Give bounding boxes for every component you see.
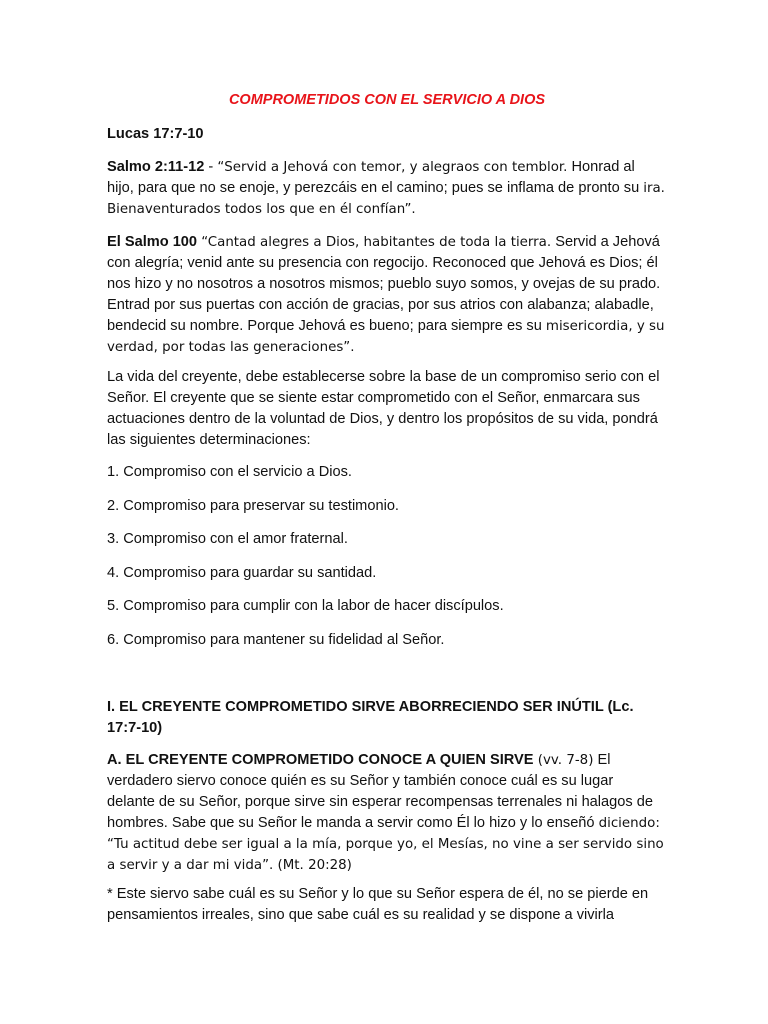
section-a-heading: A. EL CREYENTE COMPROMETIDO CONOCE A QUIEN SIRVE <box>107 752 534 768</box>
lucas-label: Lucas 17:7-10 <box>107 126 204 142</box>
salmo-100-quote-2: misericordia, y su verdad, por todas las generaciones”. <box>107 319 665 355</box>
section-heading-text: I. EL CREYENTE COMPROMETIDO SIRVE ABORRECIENDO SER INÚTIL (Lc. 17:7-10) <box>107 699 634 736</box>
salmo-100-text: Servid a Jehová con alegría; venid ante su presencia con regocijo. Reconoced que Jehová es Dios; él nos hizo y no nosotros a nosotros mismos; pueblo suyo somos, y ovejas de su prado. Entrad por sus puertas con acción de gracias, por sus atrios con alabanza; alabadle, bendecid su nombre. Porque Jehová es bueno; para siempre es su <box>107 234 661 334</box>
list-item: 4. Compromiso para guardar su santidad. <box>107 565 377 581</box>
list-item: 2. Compromiso para preservar su testimonio. <box>107 498 399 514</box>
section-a-paragraph <box>107 750 665 876</box>
salmo-100-paragraph <box>107 232 665 358</box>
salmo-100-ref: El Salmo 100 <box>107 234 198 250</box>
list-item: 6. Compromiso para mantener su fidelidad al Señor. <box>107 632 445 648</box>
salmo-2-sep: - <box>204 159 218 175</box>
intro-paragraph: La vida del creyente, debe establecerse sobre la base de un compromiso serio con el Señor. El creyente que se siente estar comprometido con el Señor, enmarcara sus actuaciones dentro de la voluntad de Dios, y dentro los propósitos de su vida, pondrá las siguientes determinaciones: <box>107 369 660 448</box>
salmo-100-quote-1: “Cantad alegres a Dios, habitantes de toda la tierra. <box>197 235 552 250</box>
list-item: 3. Compromiso con el amor fraternal. <box>107 531 348 547</box>
list-item: 5. Compromiso para cumplir con la labor de hacer discípulos. <box>107 598 504 614</box>
salmo-2-quote-2: ira. Bienaventurados todos los que en él confían”. <box>107 181 665 217</box>
salmo-2-paragraph <box>107 157 665 220</box>
section-a-text: El verdadero siervo conoce quién es su Señor y también conoce cuál es su lugar delante de su Señor, porque sirve sin esperar recompensas terrenales ni halagos de hombres. Sabe que su Señor le manda a servir como Él lo hizo y lo enseñó <box>107 752 653 831</box>
salmo-2-quote-1: “Servid a Jehová con temor, y alegraos con temblor. <box>217 160 568 175</box>
section-heading <box>107 697 665 739</box>
salmo-2-text: Honrad al hijo, para que no se enoje, y perezcáis en el camino; pues se inflama de pronto su <box>107 159 644 196</box>
list-item: 1. Compromiso con el servicio a Dios. <box>107 464 352 480</box>
note-paragraph: * Este siervo sabe cuál es su Señor y lo que su Señor espera de él, no se pierde en pensamientos irreales, sino que sabe cuál es su realidad y se dispone a vivirla <box>107 886 649 923</box>
section-a-ref: (Mt. 20:28) <box>273 858 352 873</box>
section-a-verses: (vv. 7-8) <box>533 753 594 768</box>
salmo-2-ref: Salmo 2:11-12 <box>107 159 205 175</box>
section-a-quote: diciendo: “Tu actitud debe ser igual a la mía, porque yo, el Mesías, no vine a ser servido sino a servir y a dar mi vida”. <box>107 816 664 873</box>
lucas-reference <box>107 124 665 145</box>
document-title: COMPROMETIDOS CON EL SERVICIO A DIOS <box>228 92 546 108</box>
